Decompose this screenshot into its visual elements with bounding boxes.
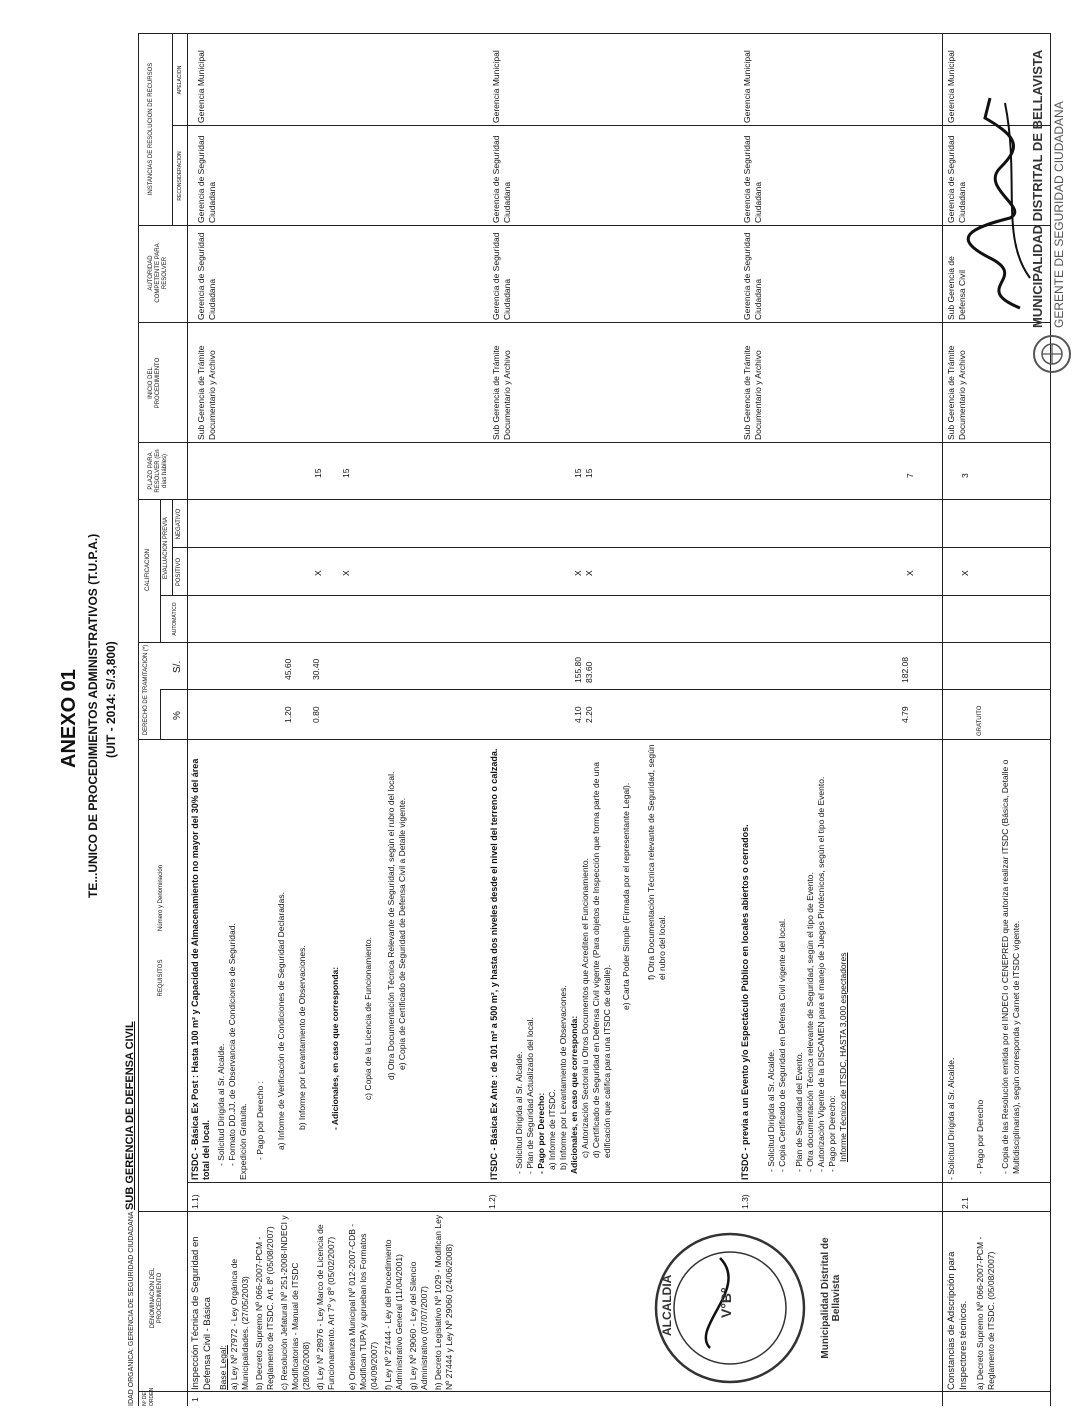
req-2-1-pct: GRATUITO bbox=[977, 705, 983, 736]
req-1-2-positivo-b: X bbox=[584, 570, 594, 576]
stamp-office: GERENTE DE SEGURIDAD CIUDADANA bbox=[1052, 101, 1066, 328]
req-item: - Plan de Seguridad Actualizado del local. bbox=[525, 1017, 535, 1174]
req-1-1-positivo-b: X bbox=[341, 570, 351, 576]
req-item: c) Autorización Sectorial u Otros Documentos que Acrediten el Funcionamiento. bbox=[580, 857, 590, 1158]
req-1-3-reconsideracion: Gerencia de Seguridad Ciudadana bbox=[742, 135, 763, 223]
proc-1-name: Inspección Técnica de Seguridad en Defensa Civil - Básica bbox=[190, 1236, 213, 1390]
legal-item: f) Ley Nº 27444 - Ley del Procedimiento Administrativo General (11/04/2001) bbox=[383, 1239, 404, 1390]
req-1-1-positivo-a: X bbox=[313, 570, 323, 576]
req-1-3-soles: 182.08 bbox=[900, 657, 910, 683]
req-1-1-plazo-a: 15 bbox=[313, 468, 323, 478]
req-1-1-soles-b: 30.40 bbox=[311, 658, 321, 680]
col-autoridad-header: AUTORIDAD COMPETENTE PARA RESOLVER bbox=[148, 243, 168, 303]
req-2-1-apelacion: Gerencia Municipal bbox=[946, 50, 956, 123]
req-item: a) Informe de Verificación de Condiciones de Seguridad Declaradas. bbox=[276, 892, 286, 1150]
seal-bottom: ALCALDIA bbox=[660, 1274, 674, 1336]
col-calificacion-header: CALIFICACION bbox=[145, 549, 151, 592]
req-item: - Solicitud Dirigida al Sr. Alcalde. bbox=[766, 1049, 776, 1172]
req-item: - Formato DD.JJ. de Observancia de Condiciones de Seguridad. bbox=[227, 923, 237, 1166]
req-2-1-reconsideracion: Gerencia de Seguridad Ciudadana bbox=[946, 135, 967, 223]
req-1-1-soles-a: 45.60 bbox=[283, 658, 293, 680]
req-1-2-soles-a: 155.80 bbox=[573, 657, 583, 683]
req-1-1-pct-a: 1.20 bbox=[283, 706, 293, 723]
req-1-2-plazo-b: 15 bbox=[584, 468, 594, 478]
req-item: - Plan de Seguridad del Evento. bbox=[794, 1051, 804, 1172]
col-positivo-header: POSITIVO bbox=[176, 557, 182, 587]
req-1-2-list bbox=[514, 744, 668, 1180]
org-unit-prefix: IDAD ORGANICA: GERENCIA DE SEGURIDAD CIUDADANA bbox=[128, 1211, 135, 1406]
req-item: b) Informe por Levantamiento de Observaciones. bbox=[558, 985, 568, 1170]
req-1-2-pct-a: 4.10 bbox=[573, 706, 583, 723]
req-1-3-list bbox=[766, 744, 849, 1180]
col-inicio-header: INICIO DEL PROCEDIMIENTO bbox=[148, 357, 161, 409]
col-evaluacion-header: EVALUACION PREVIA bbox=[163, 517, 169, 579]
req-item: e) Copia de Certificado de Seguridad de Defensa Civil a Detalle vigente. bbox=[397, 797, 407, 1070]
req-1-3-pct: 4.79 bbox=[900, 706, 910, 723]
req-item: - Copia Certificado de Seguridad en Defensa Civil vigente del local. bbox=[777, 918, 787, 1172]
req-item: a) Informe de ITSDC. bbox=[547, 1089, 557, 1170]
req-item: b) Informe por Levantamiento de Observaciones. bbox=[297, 945, 307, 1130]
req-item: Informe Técnico de ITSDC, HASTA 3,000 espectadores bbox=[838, 952, 848, 1162]
req-item: - Pago por Derecho : bbox=[255, 1081, 265, 1160]
req-2-1-list bbox=[946, 744, 1022, 1180]
col-denominacion-header: DENOMINACION DEL PROCEDIMIENTO bbox=[150, 1267, 163, 1329]
legal-item: g) Ley Nº 29060 - Ley del Silencio Administrativo (07/07/2007) bbox=[408, 1261, 429, 1390]
req-item: - Pago por Derecho: bbox=[827, 1095, 837, 1172]
org-unit-name: SUB GERENCIA DE DEFENSA CIVIL bbox=[124, 1021, 136, 1210]
municipal-emblem-icon bbox=[1030, 332, 1074, 376]
legal-item: e) Ordenanza Municipal Nº 012-2007-CDB - Modifican TUPA y aprueban los Formatos (04/09/2007) bbox=[347, 1223, 379, 1390]
legal-item: a) Ley Nº 27972 - Ley Orgánica de Municipalidades. (27/05/2003) bbox=[229, 1258, 250, 1390]
annex-title: ANEXO 01 bbox=[58, 669, 80, 768]
uit-line: (UIT - 2014: S/.3,800) bbox=[104, 641, 118, 758]
org-unit-line bbox=[124, 1021, 136, 1406]
req-item: - Solicitud Dirigida al Sr. Alcalde. bbox=[216, 1043, 226, 1166]
req-item: d) Certificado de Seguridad en Defensa Civil vigente (Para objetos de Inspección que forma parte de una edificación que califica para una ITSDC de detalle). bbox=[591, 762, 612, 1158]
req-1-2-apelacion: Gerencia Municipal bbox=[491, 50, 501, 123]
req-item: - Adicionales, en caso que corresponda: bbox=[330, 966, 340, 1130]
req-1-2-reconsideracion: Gerencia de Seguridad Ciudadana bbox=[491, 135, 512, 223]
req-1-2-pct-b: 2.20 bbox=[584, 706, 594, 723]
req-1-2-plazo-a: 15 bbox=[573, 468, 583, 478]
req-1-3-plazo: 7 bbox=[905, 473, 915, 478]
req-1-2-autoridad: Gerencia de Seguridad Ciudadana bbox=[491, 232, 512, 320]
proc-2-legal: a) Decreto Supremo Nº 066-2007-PCM - Reglamento de ITSDC. (05/08/2007) bbox=[975, 1236, 996, 1390]
proc-1-num: 1 bbox=[190, 1397, 200, 1402]
col-soles-header: S/. bbox=[172, 660, 183, 673]
req-item: - Solicitud Dirigida al Sr. Alcalde. bbox=[514, 1051, 524, 1174]
req-item: d) Otra Documentación Técnica Relevante de Seguridad, según el rubro del local. bbox=[386, 771, 396, 1080]
req-1-1-list bbox=[216, 744, 408, 1180]
tupa-title: TE...UNICO DE PROCEDIMIENTOS ADMINISTRATIVOS (T.U.P.A.) bbox=[86, 533, 100, 898]
official-stamp bbox=[960, 8, 1080, 388]
req-item: - Pago por Derecho bbox=[975, 1099, 985, 1174]
req-2-1-inicio: Sub Gerencia de Trámite Documentario y Archivo bbox=[946, 345, 967, 440]
seal-text: Municipalidad Distrital de Bellavista bbox=[820, 1237, 842, 1359]
seal-center: V°B° bbox=[718, 1287, 734, 1318]
signature-icon bbox=[960, 88, 1040, 318]
col-automatico-header: AUTOMÁTICO bbox=[172, 602, 178, 636]
col-reconsideracion-header: RECONSIDERACION bbox=[177, 151, 183, 201]
proc-1-apelacion: Gerencia Municipal bbox=[196, 50, 206, 123]
req-1-3-autoridad: Gerencia de Seguridad Ciudadana bbox=[742, 232, 763, 320]
req-item: - Pago por Derecho: bbox=[536, 1092, 546, 1174]
legal-item: h) Decreto Legislativo Nº 1029 - Modifican Ley Nº 27444 y Ley Nº 29060 (24/06/2008) bbox=[433, 1214, 454, 1390]
req-item: - Otra documentación Técnica relevante de Seguridad, según el tipo de Evento. bbox=[805, 872, 815, 1172]
req-1-1-title: ITSDC - Básica Ex Post : Hasta 100 m² y Capacidad de Almacenamiento no mayor del 30% del área total del local. bbox=[190, 758, 211, 1180]
stamp-org: MUNICIPALIDAD DISTRITAL DE BELLAVISTA bbox=[1030, 49, 1045, 328]
col-instancias-header: INSTANCIAS DE RESOLUCION DE RECURSOS bbox=[148, 62, 154, 196]
col-apelacion-header: APELACION bbox=[177, 65, 183, 95]
req-2-1-positivo: X bbox=[960, 570, 970, 576]
req-1-3-positivo: X bbox=[905, 570, 915, 576]
proc-1-legal-title: Base Legal: bbox=[218, 1345, 228, 1390]
legal-item: b) Decreto Supremo Nº 066-2007-PCM - Reglamento de ITSDC. Art. 8º (05/08/2007) bbox=[254, 1226, 275, 1390]
req-1-2-code: 1.2) bbox=[487, 1194, 497, 1209]
col-pct-header: % bbox=[172, 711, 183, 720]
req-1-1-code: 1.1) bbox=[190, 1194, 200, 1209]
req-2-1-code: 2.1 bbox=[960, 1197, 970, 1209]
req-item: - Solicitud Dirigida al Sr. Alcalde. bbox=[946, 1057, 956, 1180]
req-1-2-title: ITSDC - Básica Ex Ante : de 101 m² a 500 m², y hasta dos niveles desde el nivel del terreno o calzada. bbox=[489, 748, 499, 1180]
legal-item: d) Ley Nº 28976 - Ley Marco de Licencia de Funcionamiento. Art 7º y 8º (05/02/2007) bbox=[315, 1224, 336, 1390]
req-item: - Autorización Vigente de la DISCAMEN para el manejo de Juegos Pirotécnicos, según el tipo de Evento. bbox=[816, 776, 826, 1172]
col-num-header: Nº DE ORDEN bbox=[142, 1387, 155, 1406]
legal-item: c) Resolución Jefatural Nº 251-2008-INDECI y Modificatorias - Manual de ITSDC (28/06/2008) bbox=[279, 1215, 311, 1390]
req-1-1-pct-b: 0.80 bbox=[311, 706, 321, 723]
req-item: e) Carta Poder Simple (Firmada por el representante Legal). bbox=[621, 782, 631, 1010]
req-item: c) Copia de la Licencia de Funcionamiento. bbox=[363, 936, 373, 1100]
req-1-2-inicio: Sub Gerencia de Trámite Documentario y Archivo bbox=[491, 345, 512, 440]
req-1-3-apelacion: Gerencia Municipal bbox=[742, 50, 752, 123]
proc-1-autoridad: Gerencia de Seguridad Ciudadana bbox=[196, 232, 217, 320]
req-1-2-positivo-a: X bbox=[573, 570, 583, 576]
proc-2-name: Constancias de Adscripción para Inspectores técnicos. bbox=[946, 1251, 969, 1390]
col-negativo-header: NEGATIVO bbox=[176, 508, 182, 540]
col-requisitos-header: REQUISITOS bbox=[158, 959, 164, 997]
req-1-3-title: ITSDC - previa a un Evento y/o Espectáculo Público en locales abiertos o cerrados. bbox=[740, 824, 750, 1180]
req-1-1-plazo-b: 15 bbox=[341, 468, 351, 478]
req-item: - Copia de las Resolución emitida por el INDECI o CENEPRED que autoriza realizar ITSDC (Básica, Detalle o Multidisciplinarias), según corresponda y Carnet de ITSDC vigente. bbox=[1000, 759, 1021, 1174]
req-item: f) Otra Documentación Técnica relevante de Seguridad, según el rubro del local. bbox=[646, 744, 667, 980]
col-derecho-header: DERECHO DE TRAMITACION (*) bbox=[143, 644, 149, 736]
req-2-1-autoridad: Sub Gerencia de Defensa Civil bbox=[946, 256, 967, 320]
req-1-3-code: 1.3) bbox=[740, 1194, 750, 1209]
req-2-1-plazo: 3 bbox=[960, 473, 970, 478]
req-item: Adicionales, en caso que corresponda: bbox=[569, 1015, 579, 1174]
req-1-3-inicio: Sub Gerencia de Trámite Documentario y Archivo bbox=[742, 345, 763, 440]
req-item: Expedición Gratuita. bbox=[238, 1103, 248, 1180]
col-requisitos-num-header: Número y Denominación bbox=[158, 864, 164, 932]
proc-1-legal-list bbox=[229, 1214, 455, 1390]
proc-1-reconsideracion: Gerencia de Seguridad Ciudadana bbox=[196, 135, 217, 223]
proc-1-inicio: Sub Gerencia de Trámite Documentario y Archivo bbox=[196, 345, 217, 440]
req-1-2-soles-b: 83.60 bbox=[584, 661, 594, 683]
col-plazo-header: PLAZO PARA RESOLVER (En días hábiles) bbox=[148, 449, 168, 493]
